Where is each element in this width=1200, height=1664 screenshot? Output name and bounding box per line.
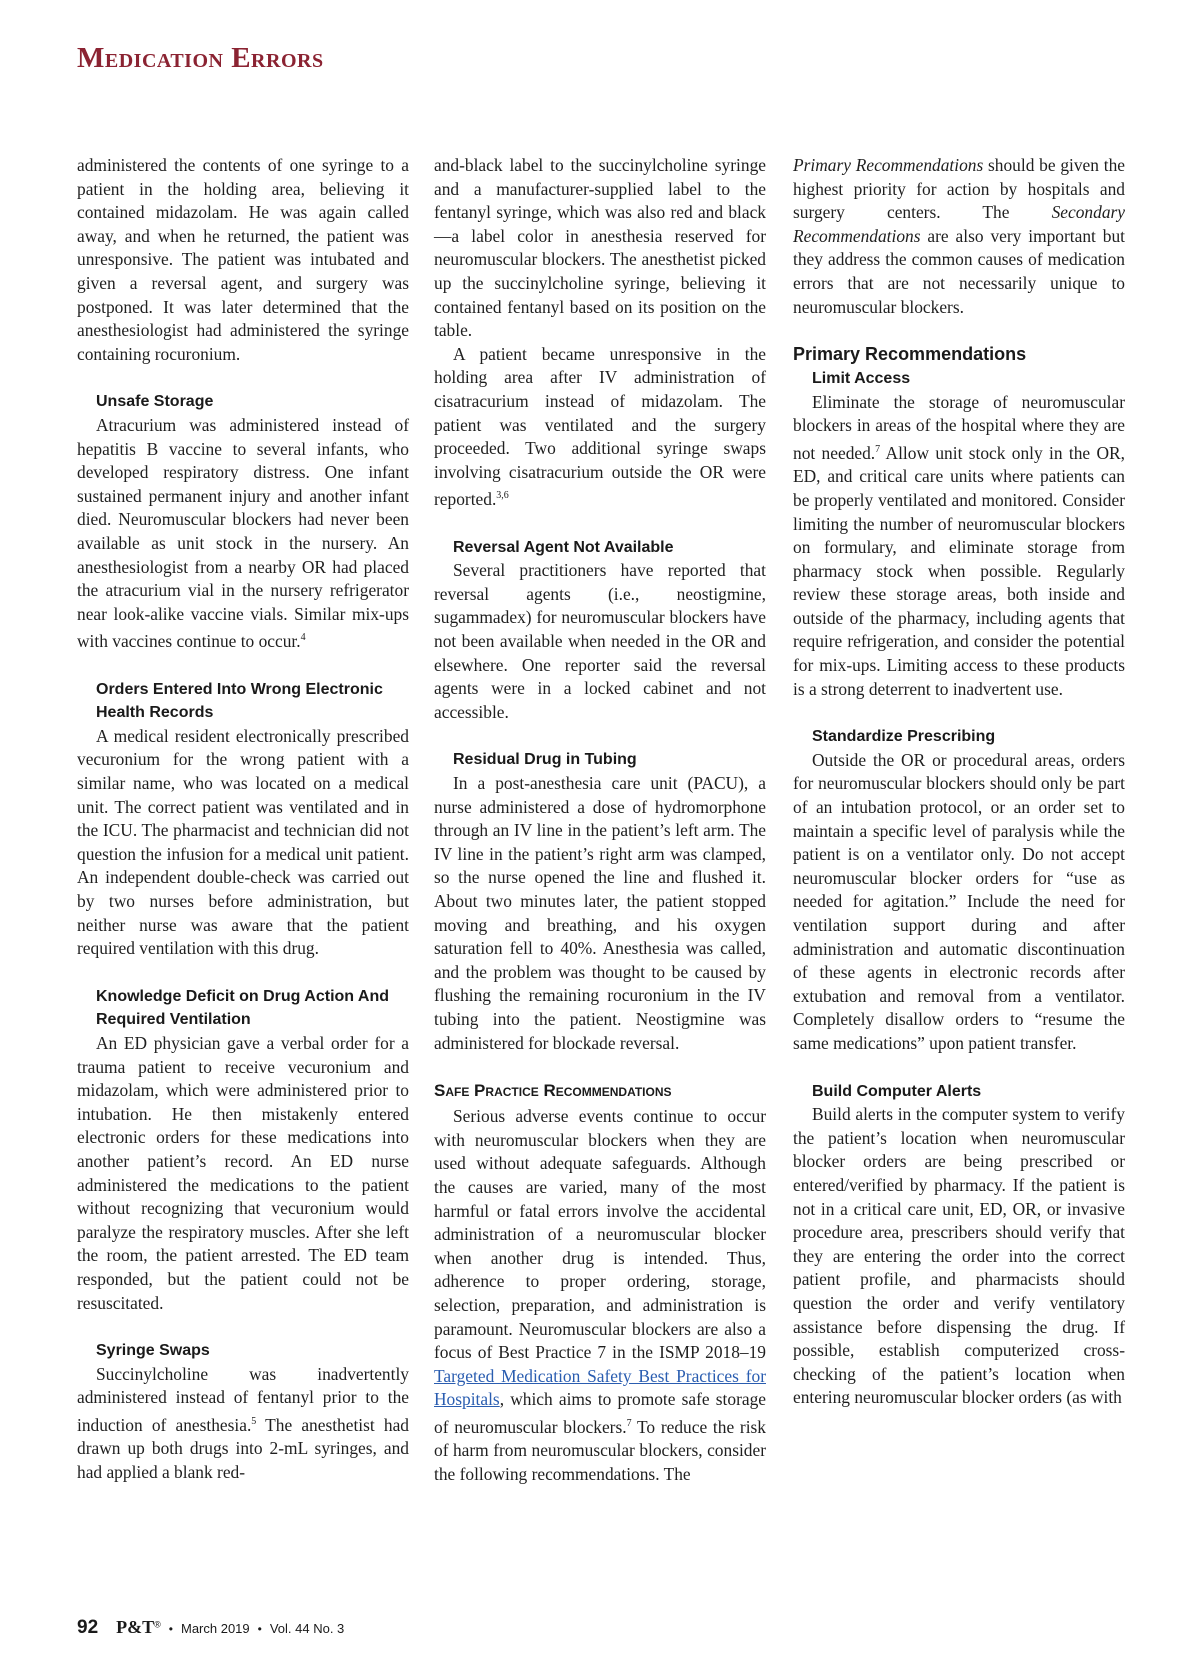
section-heading-primary: Primary Recommendations (793, 344, 1027, 365)
paragraph: In a post-anesthesia care unit (PACU), a nurse administered a dose of hydromorphone through an IV line in the patient’s left arm. The IV line in the patient’s right arm was clamped, so the nurse opened the line and flushed it. About two minutes later, the patient stopped moving and breathing, and his oxygen saturation fell to 40%. Anesthesia was called, and the problem was thought to be caused by flushing the remaining rocuronium in the IV tubing into the patient. Neostigmine was administered for blockade reversal. (434, 773, 766, 1053)
separator: • (257, 1622, 262, 1636)
best-practices-link[interactable]: Targeted Medication Safety Best Practices for Hospitals (434, 1365, 766, 1410)
page-number: 92 (77, 1617, 99, 1638)
paragraph: Serious adverse events continue to occur with neuromuscular blockers when they are used without adequate safeguards. Although the causes are varied, many of the most harmful or fatal errors involve the accidental administration of a neuromuscular blocker when another drug is intended. Thus, adherence to proper ordering, storage, selection, preparation, and administration is paramount. Neuromuscular blockers are also a focus of Best Practice 7 in the ISMP 2018–19 Targeted Medication Safety Best Practices for Hospitals, which aims to promote safe storage of neuromuscular blockers.$^7$ To reduce the risk of harm from neuromuscular blockers, consider the following recommendations. The (434, 1106, 766, 1484)
column-1 (77, 154, 409, 1484)
reference-superscript: 7 (626, 1417, 632, 1429)
issue-date: March 2019 (180, 1621, 250, 1636)
paragraph: Several practitioners have reported that reversal agents (i.e., neostigmine, sugammadex) for neuromuscular blockers have not been available when needed in the OR and elsewhere. One reporter said the reversal agents were in a locked cabinet and not accessible. (434, 560, 766, 722)
reference-superscript: 3,6 (496, 490, 509, 502)
paragraph: A medical resident electronically prescribed vecuronium for the wrong patient with a similar name, who was located on a medical unit. The correct patient was ventilated and in the ICU. The pharmacist and technician did not question the infusion for a medical unit patient. An independent double-check was carried out by two nurses before administration, but neither nurse was aware that the patient required ventilation with this drug. (77, 725, 409, 959)
separator: • (168, 1622, 173, 1636)
subheading-knowledge-deficit: Knowledge Deficit on Drug Action And Required Ventilation (96, 987, 390, 1029)
reference-superscript: 7 (875, 443, 881, 455)
subheading-standardize-prescribing: Standardize Prescribing (812, 728, 996, 746)
paragraph: administered the contents of one syringe to a patient in the holding area, believing it contained midazolam. He was again called away, and when he returned, the patient was unresponsive. The patient was intubated and given a reversal agent, and surgery was postponed. It was later determined that the anesthesiologist had administered the syringe containing rocuronium. (77, 155, 409, 364)
column-3 (793, 154, 1125, 1410)
paragraph: Succinylcholine was inadvertently administered instead of fentanyl prior to the induction of anesthesia.$^5$ The anesthetist had drawn up both drugs into 2-mL syringes, and had applied a blank red- (77, 1363, 409, 1482)
subheading-residual-drug: Residual Drug in Tubing (453, 751, 637, 769)
paragraph: Atracurium was administered instead of hepatitis B vaccine to several infants, who developed respiratory distress. One infant sustained permanent injury and another infant died. Neuromuscular blockers had never been available as unit stock in the nursery. An anesthesiologist from a nearby OR had placed the atracurium vial in the nursery refrigerator near look-alike vaccine vials. Similar mix-ups with vaccines continue to occur.$^4$ (77, 414, 409, 652)
paragraph: and-black label to the succinylcholine syringe and a manufacturer-supplied label to the fentanyl syringe, which was also red and black—a label color in anesthesia reserved for neuromuscular blockers. The anesthetist picked up the succinylcholine syringe, believing it contained fentanyl based on its position on the table. (434, 155, 766, 341)
paragraph: Eliminate the storage of neuromuscular blockers in areas of the hospital where they are not needed.$^7$ Allow unit stock only in the OR, ED, and critical care units where patients can be properly ventilated and monitored. Consider limiting the number of neuromuscular blockers on formulary, and eliminate storage from pharmacy stock when possible. Regularly review these storage areas, both inside and outside of the pharmacy, including agents that require refrigeration, and consider the potential for mix-ups. Limiting access to these products is a strong deterrent to inadvertent use. (793, 391, 1125, 699)
journal-name: P&T® (116, 1617, 161, 1637)
paragraph: Outside the OR or procedural areas, orders for neuromuscular blockers should only be part of an intubation protocol, or an order set to maintain a specific level of paralysis while the patient is on a ventilator only. Do not accept neuromuscular blocker orders for “use as needed for agitation.” Include the need for ventilation support during and after administration and automatic discontinuation of these agents in electronic records after extubation and removal from a ventilator. Completely disallow orders to “resume the same medications” upon patient transfer. (793, 749, 1125, 1053)
page-footer (77, 1617, 344, 1639)
reference-superscript: 4 (300, 632, 306, 644)
subheading-wrong-ehr: Orders Entered Into Wrong Electronic Health Records (96, 680, 383, 722)
section-heading-safe-practice: Safe Practice Recommendations (434, 1081, 672, 1101)
running-header: Medication Errors (77, 42, 324, 74)
volume-info: Vol. 44 No. 3 (269, 1621, 345, 1636)
paragraph: Build alerts in the computer system to verify the patient’s location when neuromuscular blocker orders are being prescribed or entered/verified by pharmacy. If the patient is not in a critical care unit, ED, OR, or invasive procedure area, prescribers should verify that they are entering the order into the correct patient profile, and pharmacists should question the order and verify ventilatory assistance before dispensing the drug. If possible, establish computerized cross-checking of the patient’s location when entering neuromuscular blocker orders (as with (793, 1104, 1125, 1408)
paragraph: A patient became unresponsive in the holding area after IV administration of cisatracurium instead of midazolam. The patient was ventilated and the surgery proceeded. Two additional syringe swaps involving cisatracurium outside the OR were reported.$^{3,6}$ (434, 343, 766, 510)
reference-superscript: 5 (251, 1415, 257, 1427)
subheading-computer-alerts: Build Computer Alerts (812, 1082, 982, 1100)
subheading-unsafe-storage: Unsafe Storage (96, 393, 214, 411)
subheading-syringe-swaps: Syringe Swaps (96, 1342, 210, 1360)
subheading-reversal-agent: Reversal Agent Not Available (453, 538, 674, 556)
subheading-limit-access: Limit Access (812, 370, 911, 388)
paragraph: Primary Recommendations should be given the highest priority for action by hospitals and surgery centers. The Secondary Recommendations are also very important but they address the common causes of medication errors that are not necessarily unique to neuromuscular blockers. (793, 155, 1125, 317)
paragraph: An ED physician gave a verbal order for a trauma patient to receive vecuronium and midazolam, which were administered prior to intubation. He then mistakenly entered electronic orders for these medications into another patient’s record. An ED nurse administered the medications to the patient without recognizing that vecuronium would paralyze the respiratory muscles. After she left the room, the patient arrested. The ED team responded, but the patient could not be resuscitated. (77, 1032, 409, 1313)
column-2 (434, 154, 766, 1486)
